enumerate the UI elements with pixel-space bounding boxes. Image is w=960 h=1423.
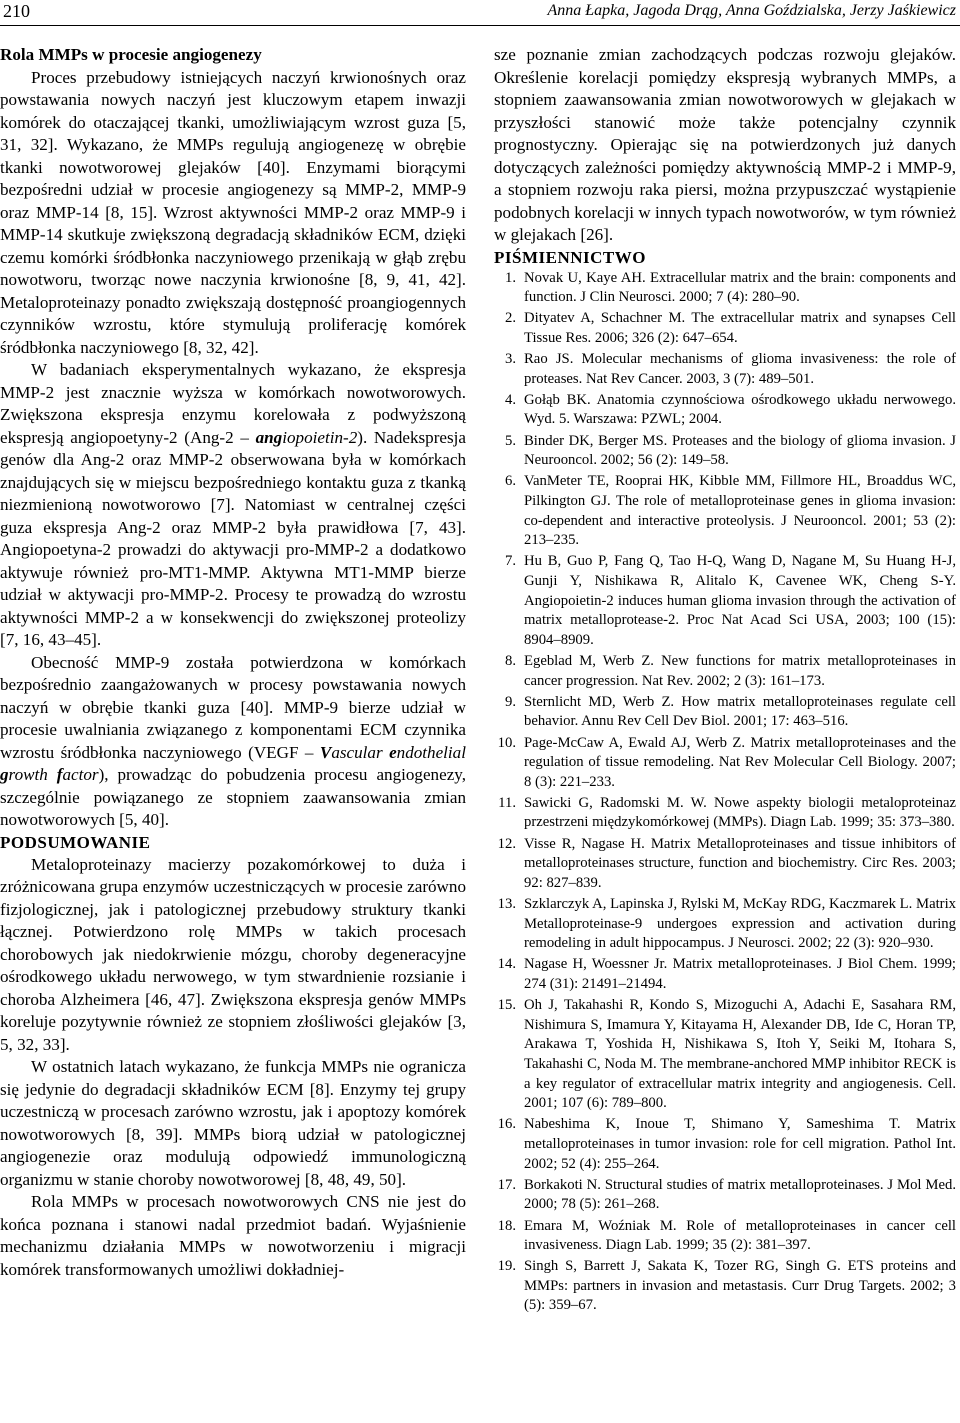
- reference-text: Szklarczyk A, Lapinska J, Rylski M, McKay RDG, Kaczmarek L. Matrix Metalloproteinase-9 undergoes expression and activation during remodeling in adult hippocampus. J Neurosci. 2002; 22 (3): 920–930.: [524, 896, 956, 952]
- reference-text: Singh S, Barrett J, Sakata K, Tozer RG, Singh G. ETS proteins and MMPs: partners in invasion and metastasis. Curr Drug Targets. 2002; 3 (5): 359–67.: [524, 1258, 956, 1314]
- reference-number: 7.: [504, 553, 516, 570]
- text-run: Obecność MMP-9 została potwierdzona w komórkach bezpośrednio zaangażowanych w procesy powstawania nowych naczyń w obrębie tkanki guza [40]. MMP-9 bierze udział w procesie uwalniania związanego z komponentami ECM czynnika wzrostu śródbłonka naczyniowego (VEGF –: [0, 652, 466, 762]
- emphasis-e: e: [389, 742, 397, 762]
- reference-item: [494, 693, 956, 732]
- paragraph-angiogenesis-3: [0, 652, 466, 832]
- emphasis-iopoietin: iopoietin-2: [282, 427, 358, 447]
- emphasis-actor: actor: [62, 765, 99, 784]
- reference-number: 17.: [497, 1176, 516, 1193]
- emphasis-ascular: ascular: [331, 742, 390, 762]
- emphasis-g: g: [0, 765, 9, 784]
- reference-text: Sternlicht MD, Werb Z. How matrix metalloproteinases regulate cell behavior. Annu Rev Cell Dev Biol. 2001; 17: 463–516.: [524, 693, 956, 730]
- reference-item: [494, 895, 956, 954]
- emphasis-f: f: [56, 765, 63, 784]
- reference-number: 6.: [504, 473, 516, 490]
- reference-item: [494, 652, 956, 691]
- reference-number: 16.: [497, 1116, 516, 1133]
- reference-number: 9.: [504, 693, 516, 710]
- header-rule: [0, 25, 960, 26]
- reference-text: Rao JS. Molecular mechanisms of glioma invasiveness: the role of proteases. Nat Rev Cancer. 2003, 3 (7): 489–501.: [524, 351, 956, 387]
- reference-item: [494, 309, 956, 348]
- reference-text: Emara M, Woźniak M. Role of metalloproteinases in cancer cell invasiveness. Diagn Lab. 1999; 35 (2): 381–397.: [524, 1217, 956, 1254]
- reference-number: 18.: [497, 1217, 516, 1234]
- reference-text: Oh J, Takahashi R, Kondo S, Mizoguchi A, Adachi E, Sasahara RM, Nishimura S, Imamura Y, Kitayama H, Alexander DB, Ide C, Horan TP, Arakawa T, Yoshida H, Nishikawa S, Itoh Y, Seiki M, Itohara S, Takahashi C, Noda M. The membrane-anchored MMP inhibitor RECK is a key regulator of extracellular matrix integrity and angiogenesis. Cell. 2001; 107 (6): 789–800.: [524, 997, 956, 1112]
- reference-item: [494, 472, 956, 550]
- reference-item: [494, 1217, 956, 1256]
- paragraph-summary-2: W ostatnich latach wykazano, że funkcja MMPs nie ogranicza się jedynie do degradacji składników ECM [8]. Enzymy tej grupy uczestniczą w procesach zarówno wzrostu, jak i apoptozy komórek nowotworowych [8, 39]. MMPs biorą udział w patologicznej angiogenezie oraz modulują odpowiedź immunologiczną organizmu w stanie choroby nowotworowej [8, 48, 49, 50].: [0, 1057, 466, 1189]
- paragraph-summary-1: Metaloproteinazy macierzy pozakomórkowej to duża i zróżnicowana grupa enzymów uczestniczących w procesie zarówno fizjologicznej, jak i patologicznej przebudowy struktury tkanki łącznej. Potwierdzono rolę MMPs w takich procesach chorobowych jak niedokrwienie mózgu, choroby degeneracyjne ośrodkowego układu nerwowego, w tym stwardnienie rozsianie i choroba Alzheimera [46, 47]. Zwiększona ekspresja genów MMPs koreluje pozytywnie również ze stopniem złośliwości glejaków [3, 5, 32, 33].: [0, 854, 466, 1054]
- reference-item: [494, 391, 956, 430]
- reference-item: [494, 734, 956, 793]
- reference-item: [494, 552, 956, 650]
- reference-number: 3.: [504, 351, 516, 368]
- reference-number: 19.: [497, 1258, 516, 1275]
- text-run: ), prowadząc do pobudzenia procesu angiogenezy, szczególnie powiązanego ze stopniem zaawansowania zmian nowotworowych [5, 40].: [0, 765, 466, 829]
- text-run: W badaniach eksperymentalnych wykazano, że ekspresja MMP-2 jest znacznie wyższa w komórkach nowotworowych. Zwiększona ekspresja enzymu korelowała z podwyższoną ekspresją angiopoetyny-2 (Ang-2 –: [0, 360, 466, 447]
- reference-item: [494, 1257, 956, 1316]
- reference-item: [494, 269, 956, 308]
- reference-number: 2.: [504, 310, 516, 327]
- paragraph-summary-3: Rola MMPs w procesach nowotworowych CNS nie jest do końca poznana i stanowi nadal przedmiot badań. Wyjaśnienie mechanizmu działania MMPs w nowotworzeniu i migracji komórek transformowanych umożliwi dokładniej-: [0, 1192, 466, 1279]
- paragraph-angiogenesis-1: Proces przebudowy istniejących naczyń krwionośnych oraz powstawania nowych naczyń jest kluczowym etapem inwazji komórek do otaczającej tkanki, umożliwiającym wzrost guza [5, 31, 32]. Wykazano, że MMPs regulują angiogenezę w obrębie tkanki nowotworowej glejaków [40]. Enzymami biorącymi bezpośredni udział w procesie angiogenezy są MMP-2, MMP-9 oraz MMP-14 [8, 15]. Wzrost aktywności MMP-2 oraz MMP-9 i MMP-14 skutkuje zwiększoną degradacją składników ECM, dzięki czemu komórki śródbłonka naczyniowego przenikają w głąb zrębu nowotworu, tworząc nowe naczynia krwionośne [8, 9, 41, 42]. Metaloproteinazy ponadto zwiększają dostępność proangiogennych czynników wzrostu, które stymulują proliferację komórek śródbłonka naczyniowego [8, 32, 42].: [0, 67, 466, 357]
- emphasis-ang: ang: [255, 427, 283, 447]
- emphasis-rowth: rowth: [8, 765, 57, 784]
- reference-text: Dityatev A, Schachner M. The extracellular matrix and synapses Cell Tissue Res. 2006; 326 (2): 647–654.: [524, 310, 956, 346]
- reference-item: [494, 1176, 956, 1215]
- reference-item: [494, 955, 956, 994]
- reference-number: 12.: [497, 835, 516, 852]
- page-number: 210: [3, 1, 30, 21]
- reference-item: [494, 350, 956, 389]
- reference-item: [494, 794, 956, 833]
- reference-text: Egeblad M, Werb Z. New functions for matrix metalloproteinases in cancer progression. Nat Rev. 2002; 2 (3): 161–173.: [524, 652, 956, 689]
- reference-text: Novak U, Kaye AH. Extracellular matrix and the brain: components and function. J Clin Neurosci. 2000; 7 (4): 280–90.: [524, 269, 956, 306]
- reference-text: Sawicki G, Radomski M. W. Nowe aspekty biologii metaloproteinaz przestrzeni międzykomórkowej (MMPs). Diagn Lab. 1999; 35: 373–380.: [524, 794, 956, 831]
- reference-item: [494, 1115, 956, 1174]
- reference-number: 15.: [497, 997, 516, 1014]
- reference-text: Nabeshima K, Inoue T, Shimano Y, Sameshima T. Matrix metalloproteinases in tumor invasion: role for cell migration. Pathol Int. 2002; 52 (4): 255–264.: [524, 1116, 956, 1172]
- right-column: [494, 44, 956, 1318]
- reference-text: Binder DK, Berger MS. Proteases and the biology of glioma invasion. J Neurooncol. 2002; 56 (2): 149–58.: [524, 432, 956, 469]
- paragraph-angiogenesis-2: [0, 359, 466, 652]
- reference-list: [494, 269, 956, 1317]
- reference-item: [494, 996, 956, 1114]
- reference-number: 13.: [497, 896, 516, 913]
- reference-item: [494, 835, 956, 894]
- text-run: ). Nadekspresja genów dla Ang-2 oraz MMP-2 obserwowana była w komórkach znajdujących się w miejscu bezpośredniego kontaktu guza z tkanką niezmienioną nowotworowo [7]. Natomiast w centralnej części guza ekspresja Ang-2 oraz MMP-2 była prawidłowa [7, 43]. Angiopoetyna-2 prowadzi do aktywacji pro-MMP-2 a dodatkowo aktywuje również pro-MT1-MMP. Aktywna MT1-MMP bierze udział w aktywacji pro-MMP-2. Procesy te prowadzą do wzrostu aktywności MMP-2 a w konsekwencji do zwiększonej proteolizy [7, 16, 43–45].: [0, 427, 466, 649]
- reference-text: Hu B, Guo P, Fang Q, Tao H-Q, Wang D, Nagane M, Su Huang H-J, Gunji Y, Nishikawa R, Alitalo K, Cavenee WK, Cheng S-Y. Angiopoietin-2 induces human glioma invasion through the activation of matrix metalloprotease-2. Proc Nat Acad Sci USA, 2003; 100 (15): 8904–8909.: [524, 553, 956, 648]
- left-column: [0, 44, 466, 1281]
- reference-number: 14.: [497, 956, 516, 973]
- reference-number: 8.: [504, 652, 516, 669]
- reference-item: [494, 432, 956, 471]
- subsection-heading: Rola MMPs w procesie angiogenezy: [0, 45, 262, 64]
- reference-text: Visse R, Nagase H. Matrix Metalloproteinases and tissue inhibitors of metalloproteinases structure, function and biochemistry. Circ Res. 2003; 92: 827–839.: [524, 835, 956, 891]
- emphasis-ndothelial: ndothelial: [396, 742, 466, 762]
- reference-number: 10.: [497, 734, 516, 751]
- reference-number: 5.: [504, 432, 516, 449]
- section-heading-references: PIŚMIENNICTWO: [494, 247, 646, 267]
- reference-text: Gołąb BK. Anatomia czynnościowa ośrodkowego układu nerwowego. Wyd. 5. Warszawa: PZWL; 2004.: [524, 391, 956, 428]
- reference-text: Borkakoti N. Structural studies of matrix metalloproteinases. J Mol Med. 2000; 78 (5): 261–268.: [524, 1176, 956, 1213]
- reference-text: VanMeter TE, Rooprai HK, Kibble MM, Fillmore HL, Broaddus WC, Pilkington GJ. The role of metalloproteinase genes in glioma invasion: co-dependent and interactive proteolysis. J Neurooncol. 2001; 53 (2): 213–235.: [524, 473, 956, 549]
- reference-text: Page-McCaw A, Ewald AJ, Werb Z. Matrix metalloproteinases and the regulation of tissue remodeling. Nat Rev Molecular Cell Biology. 2007; 8 (3): 221–233.: [524, 734, 956, 790]
- running-title: Anna Łapka, Jagoda Drąg, Anna Goździalska, Jerzy Jaśkiewicz: [547, 2, 956, 19]
- reference-text: Nagase H, Woessner Jr. Matrix metalloproteinases. J Biol Chem. 1999; 274 (31): 21491–21494.: [524, 956, 956, 992]
- section-heading-podsumowanie: PODSUMOWANIE: [0, 832, 151, 852]
- reference-number: 1.: [504, 269, 516, 286]
- emphasis-v: V: [319, 742, 332, 762]
- reference-number: 4.: [504, 391, 516, 408]
- page-header: [0, 0, 960, 26]
- paragraph-continuation: sze poznanie zmian zachodzących podczas rozwoju glejaków. Określenie korelacji pomiędzy ekspresją wybranych MMPs, a stopniem zaawansowania zmian nowotworowych w glejakach w przyszłości stanowić może także potencjalny czynnik prognostyczny. Opierając się na potwierdzonych już danych dotyczących zależności pomiędzy aktywnością MMP-2 i MMP-9, a stopniem rozwoju raka piersi, można przypuszczać wystąpienie podobnych korelacji w innych typach nowotworów, w tym również w glejakach [26].: [494, 45, 956, 244]
- reference-number: 11.: [498, 794, 516, 811]
